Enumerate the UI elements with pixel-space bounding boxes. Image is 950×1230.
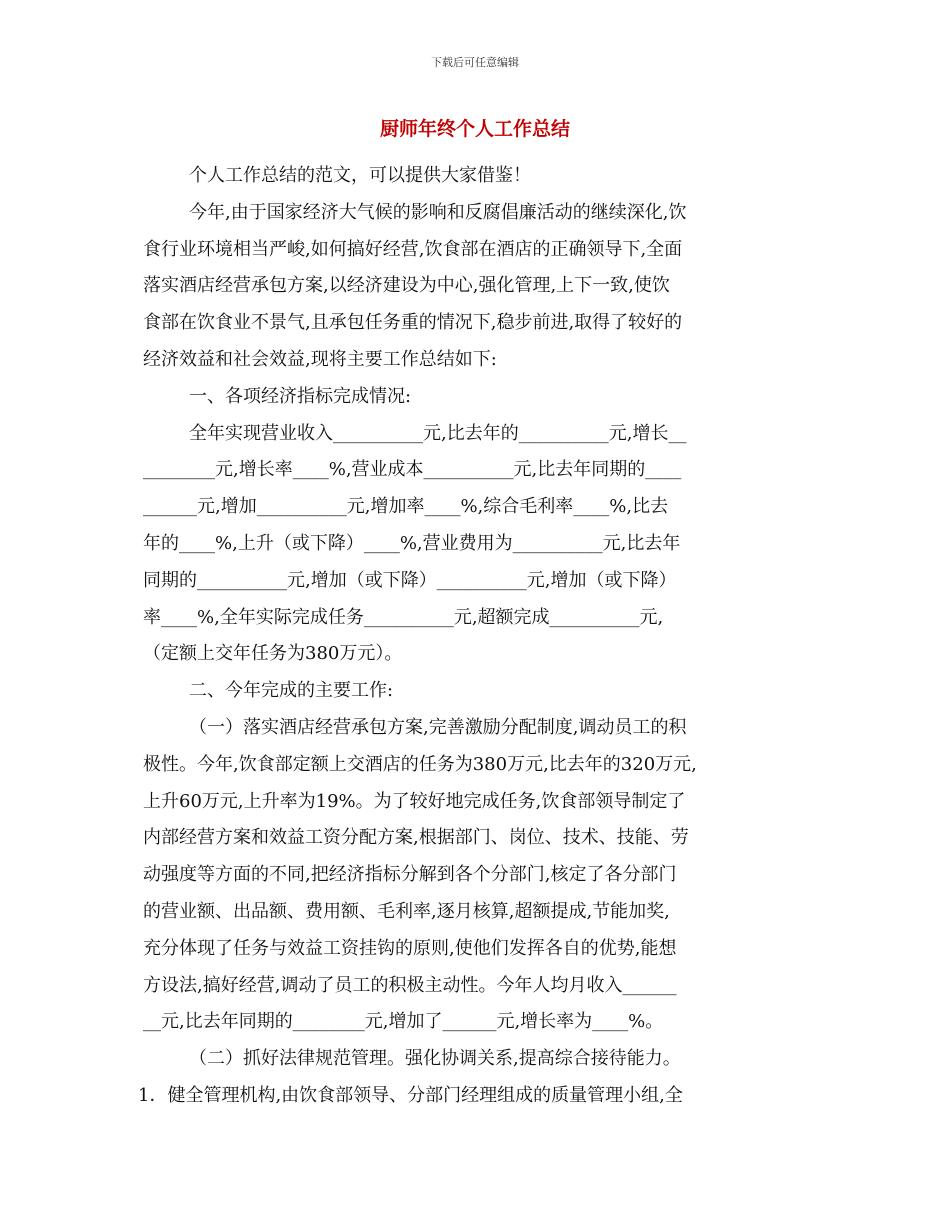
paragraph-line: 年的____%,上升（或下降）____%,营业费用为__________元,比去年 bbox=[143, 532, 681, 554]
paragraph-line: ______元,增加__________元,增加率____%,综合毛利率____%,比去 bbox=[143, 496, 669, 518]
paragraph-line: 个人工作总结的范文，可以提供大家借鉴！ bbox=[189, 165, 531, 186]
paragraph-line: （二）抓好法律规范管理。强化协调关系,提高综合接待能力。 bbox=[189, 1048, 681, 1070]
paragraph-line: 充分体现了任务与效益工资挂钩的原则,使他们发挥各自的优势,能想 bbox=[143, 937, 677, 959]
paragraph-line: 方设法,搞好经营,调动了员工的积极主动性。今年人均月收入______ bbox=[143, 974, 677, 996]
paragraph-line: （一）落实酒店经营承包方案,完善激励分配制度,调动员工的积 bbox=[189, 716, 687, 738]
paragraph-line: 落实酒店经营承包方案,以经济建设为中心,强化管理,上下一致,使饮 bbox=[143, 275, 670, 297]
paragraph-line: 的营业额、出品额、费用额、毛利率,逐月核算,超额提成,节能加奖, bbox=[143, 900, 670, 922]
header-note: 下载后可任意编辑 bbox=[431, 56, 519, 69]
paragraph-line: 今年,由于国家经济大气候的影响和反腐倡廉活动的继续深化,饮 bbox=[189, 201, 687, 223]
paragraph-line: 食行业环境相当严峻,如何搞好经营,饮食部在酒店的正确领导下,全面 bbox=[143, 238, 683, 260]
paragraph-line: 经济效益和社会效益,现将主要工作总结如下: bbox=[143, 348, 497, 370]
document-body bbox=[138, 158, 803, 1115]
section-heading: 二、今年完成的主要工作: bbox=[189, 680, 394, 702]
paragraph-line: 上升60万元,上升率为19%。为了较好地完成任务,饮食部领导制定了 bbox=[143, 790, 686, 812]
paragraph-line: 食部在饮食业不景气,且承包任务重的情况下,稳步前进,取得了较好的 bbox=[143, 312, 683, 334]
section-heading: 一、各项经济指标完成情况: bbox=[189, 385, 412, 407]
paragraph-line: 内部经营方案和效益工资分配方案,根据部门、岗位、技术、技能、劳 bbox=[143, 827, 689, 849]
paragraph-line: 同期的__________元,增加（或下降）__________元,增加（或下降） bbox=[143, 569, 677, 591]
document-title: 厨师年终个人工作总结 bbox=[379, 118, 570, 140]
paragraph-line: 极性。今年,饮食部定额上交酒店的任务为380万元,比去年的320万元, bbox=[143, 753, 697, 775]
paragraph-line: （定额上交年任务为380万元）。 bbox=[143, 643, 403, 665]
paragraph-line: __元,比去年同期的________元,增加了______元,增长率为____%。 bbox=[143, 1011, 664, 1033]
paragraph-line: ________元,增长率____%,营业成本__________元,比去年同期的____ bbox=[143, 459, 682, 481]
paragraph-line: 率____%,全年实际完成任务__________元,超额完成__________元, bbox=[143, 606, 664, 628]
paragraph-line: 动强度等方面的不同,把经济指标分解到各个分部门,核定了各分部门 bbox=[143, 864, 677, 886]
paragraph-line: 全年实现营业收入__________元,比去年的__________元,增长__ bbox=[189, 422, 687, 444]
paragraph-line: 1．健全管理机构,由饮食部领导、分部门经理组成的质量管理小组,全 bbox=[138, 1084, 683, 1106]
